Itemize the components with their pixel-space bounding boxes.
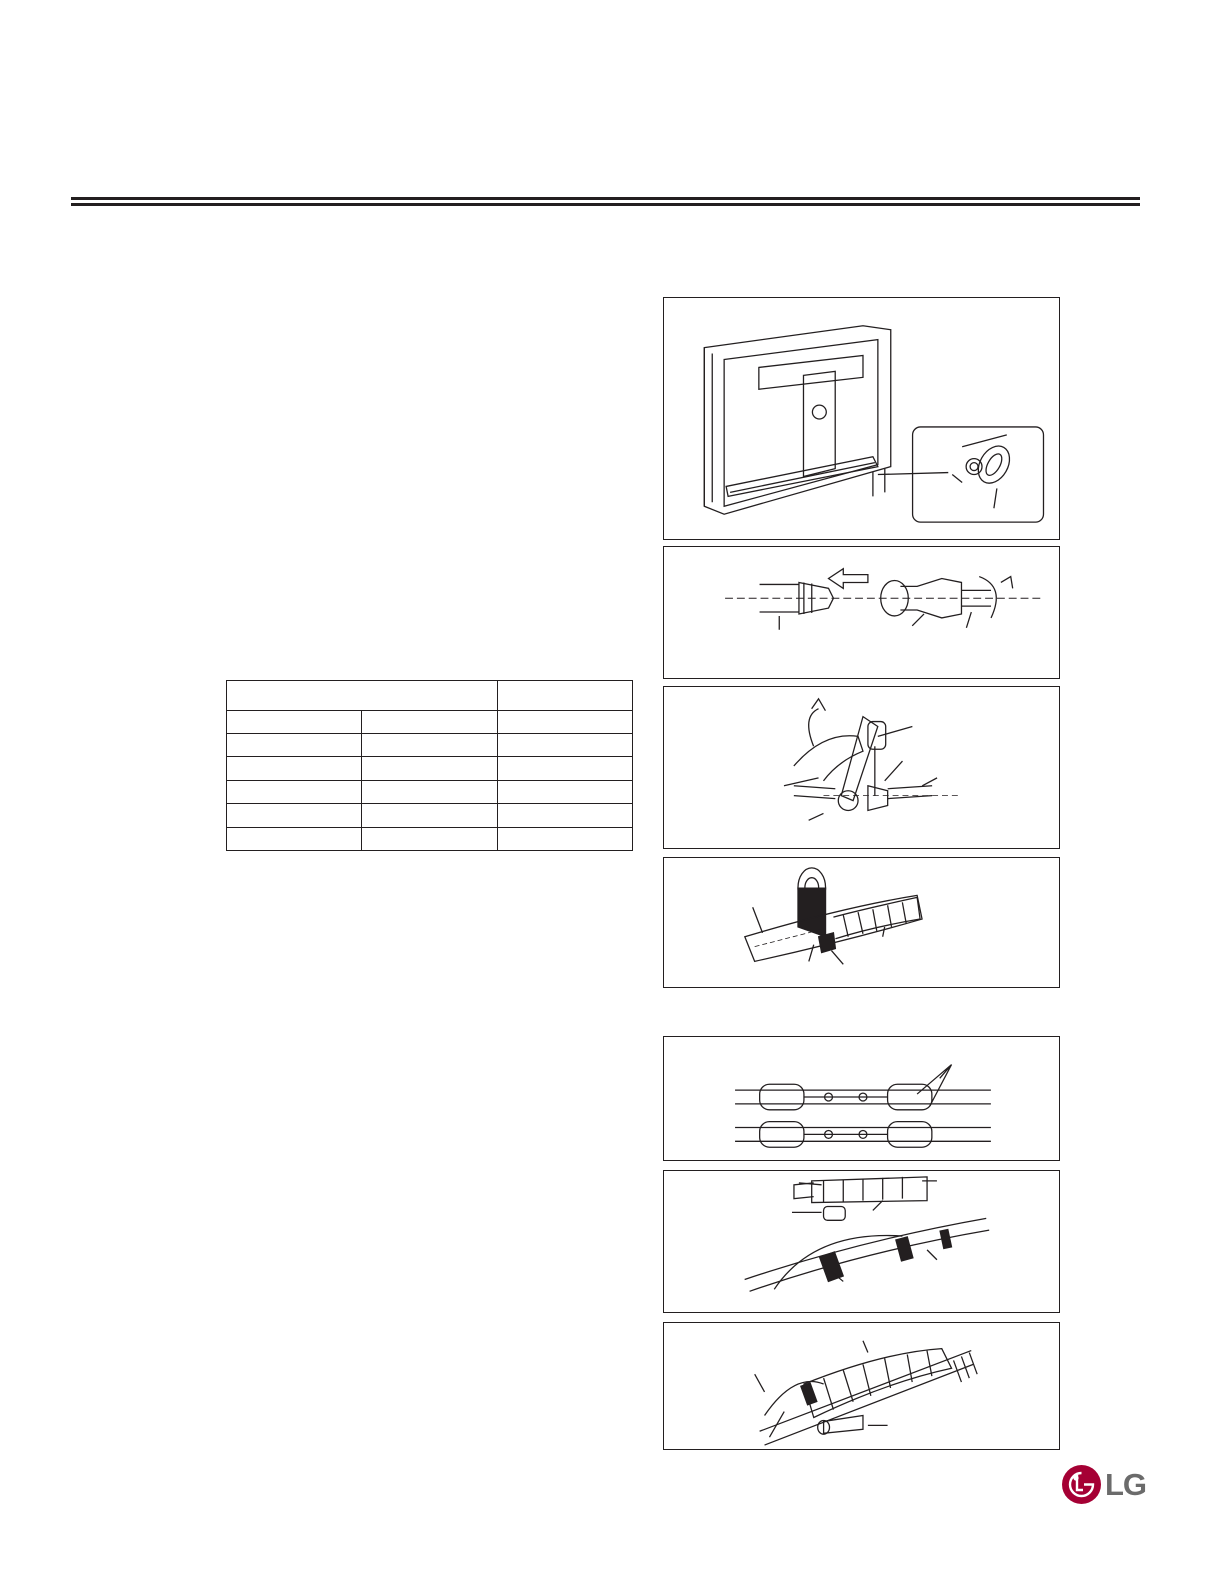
table-cell: [227, 733, 362, 756]
unit-piping-figure: [663, 297, 1060, 540]
insulation-taping-figure: [663, 857, 1060, 988]
table-cell: [362, 710, 498, 733]
table-row: [227, 780, 633, 803]
torque-table: [226, 680, 633, 851]
table-header-cell: [498, 681, 633, 711]
table-row: [227, 757, 633, 780]
table-header-cell: [227, 681, 498, 711]
flare-illustration: [664, 547, 1059, 678]
table-cell: [498, 804, 633, 827]
final-taping-illustration: [664, 1323, 1059, 1449]
table-cell: [498, 827, 633, 850]
table-cell: [362, 827, 498, 850]
table-cell: [227, 827, 362, 850]
table-cell: [227, 757, 362, 780]
flare-connection-figure: [663, 546, 1060, 679]
wrapping-illustration: [664, 1171, 1059, 1312]
table-cell: [362, 804, 498, 827]
table-row: [227, 733, 633, 756]
table-row: [227, 710, 633, 733]
unit-illustration: [664, 298, 1059, 539]
lg-logo-mark-icon: [1062, 1465, 1101, 1504]
table-cell: [498, 757, 633, 780]
final-taping-figure: [663, 1322, 1060, 1450]
table-row: [227, 804, 633, 827]
lg-logo-text: LG: [1105, 1467, 1147, 1502]
table-cell: [362, 733, 498, 756]
table-cell: [227, 804, 362, 827]
table-row: [227, 827, 633, 850]
table-cell: [227, 780, 362, 803]
header-rule-bottom: [71, 203, 1140, 206]
table-cell: [498, 780, 633, 803]
table-cell: [498, 710, 633, 733]
lg-logo: [1062, 1465, 1147, 1505]
wrench-illustration: [664, 687, 1059, 848]
table-cell: [498, 733, 633, 756]
taping-illustration: [664, 858, 1059, 987]
table-cell: [362, 780, 498, 803]
pipe-wrapping-figure: [663, 1170, 1060, 1313]
table-cell: [362, 757, 498, 780]
table-header-row: [227, 681, 633, 711]
joint-illustration: [664, 1037, 1059, 1160]
table-cell: [227, 710, 362, 733]
pipe-joint-figure: [663, 1036, 1060, 1161]
header-rule-top: [71, 197, 1140, 200]
wrench-tightening-figure: [663, 686, 1060, 849]
